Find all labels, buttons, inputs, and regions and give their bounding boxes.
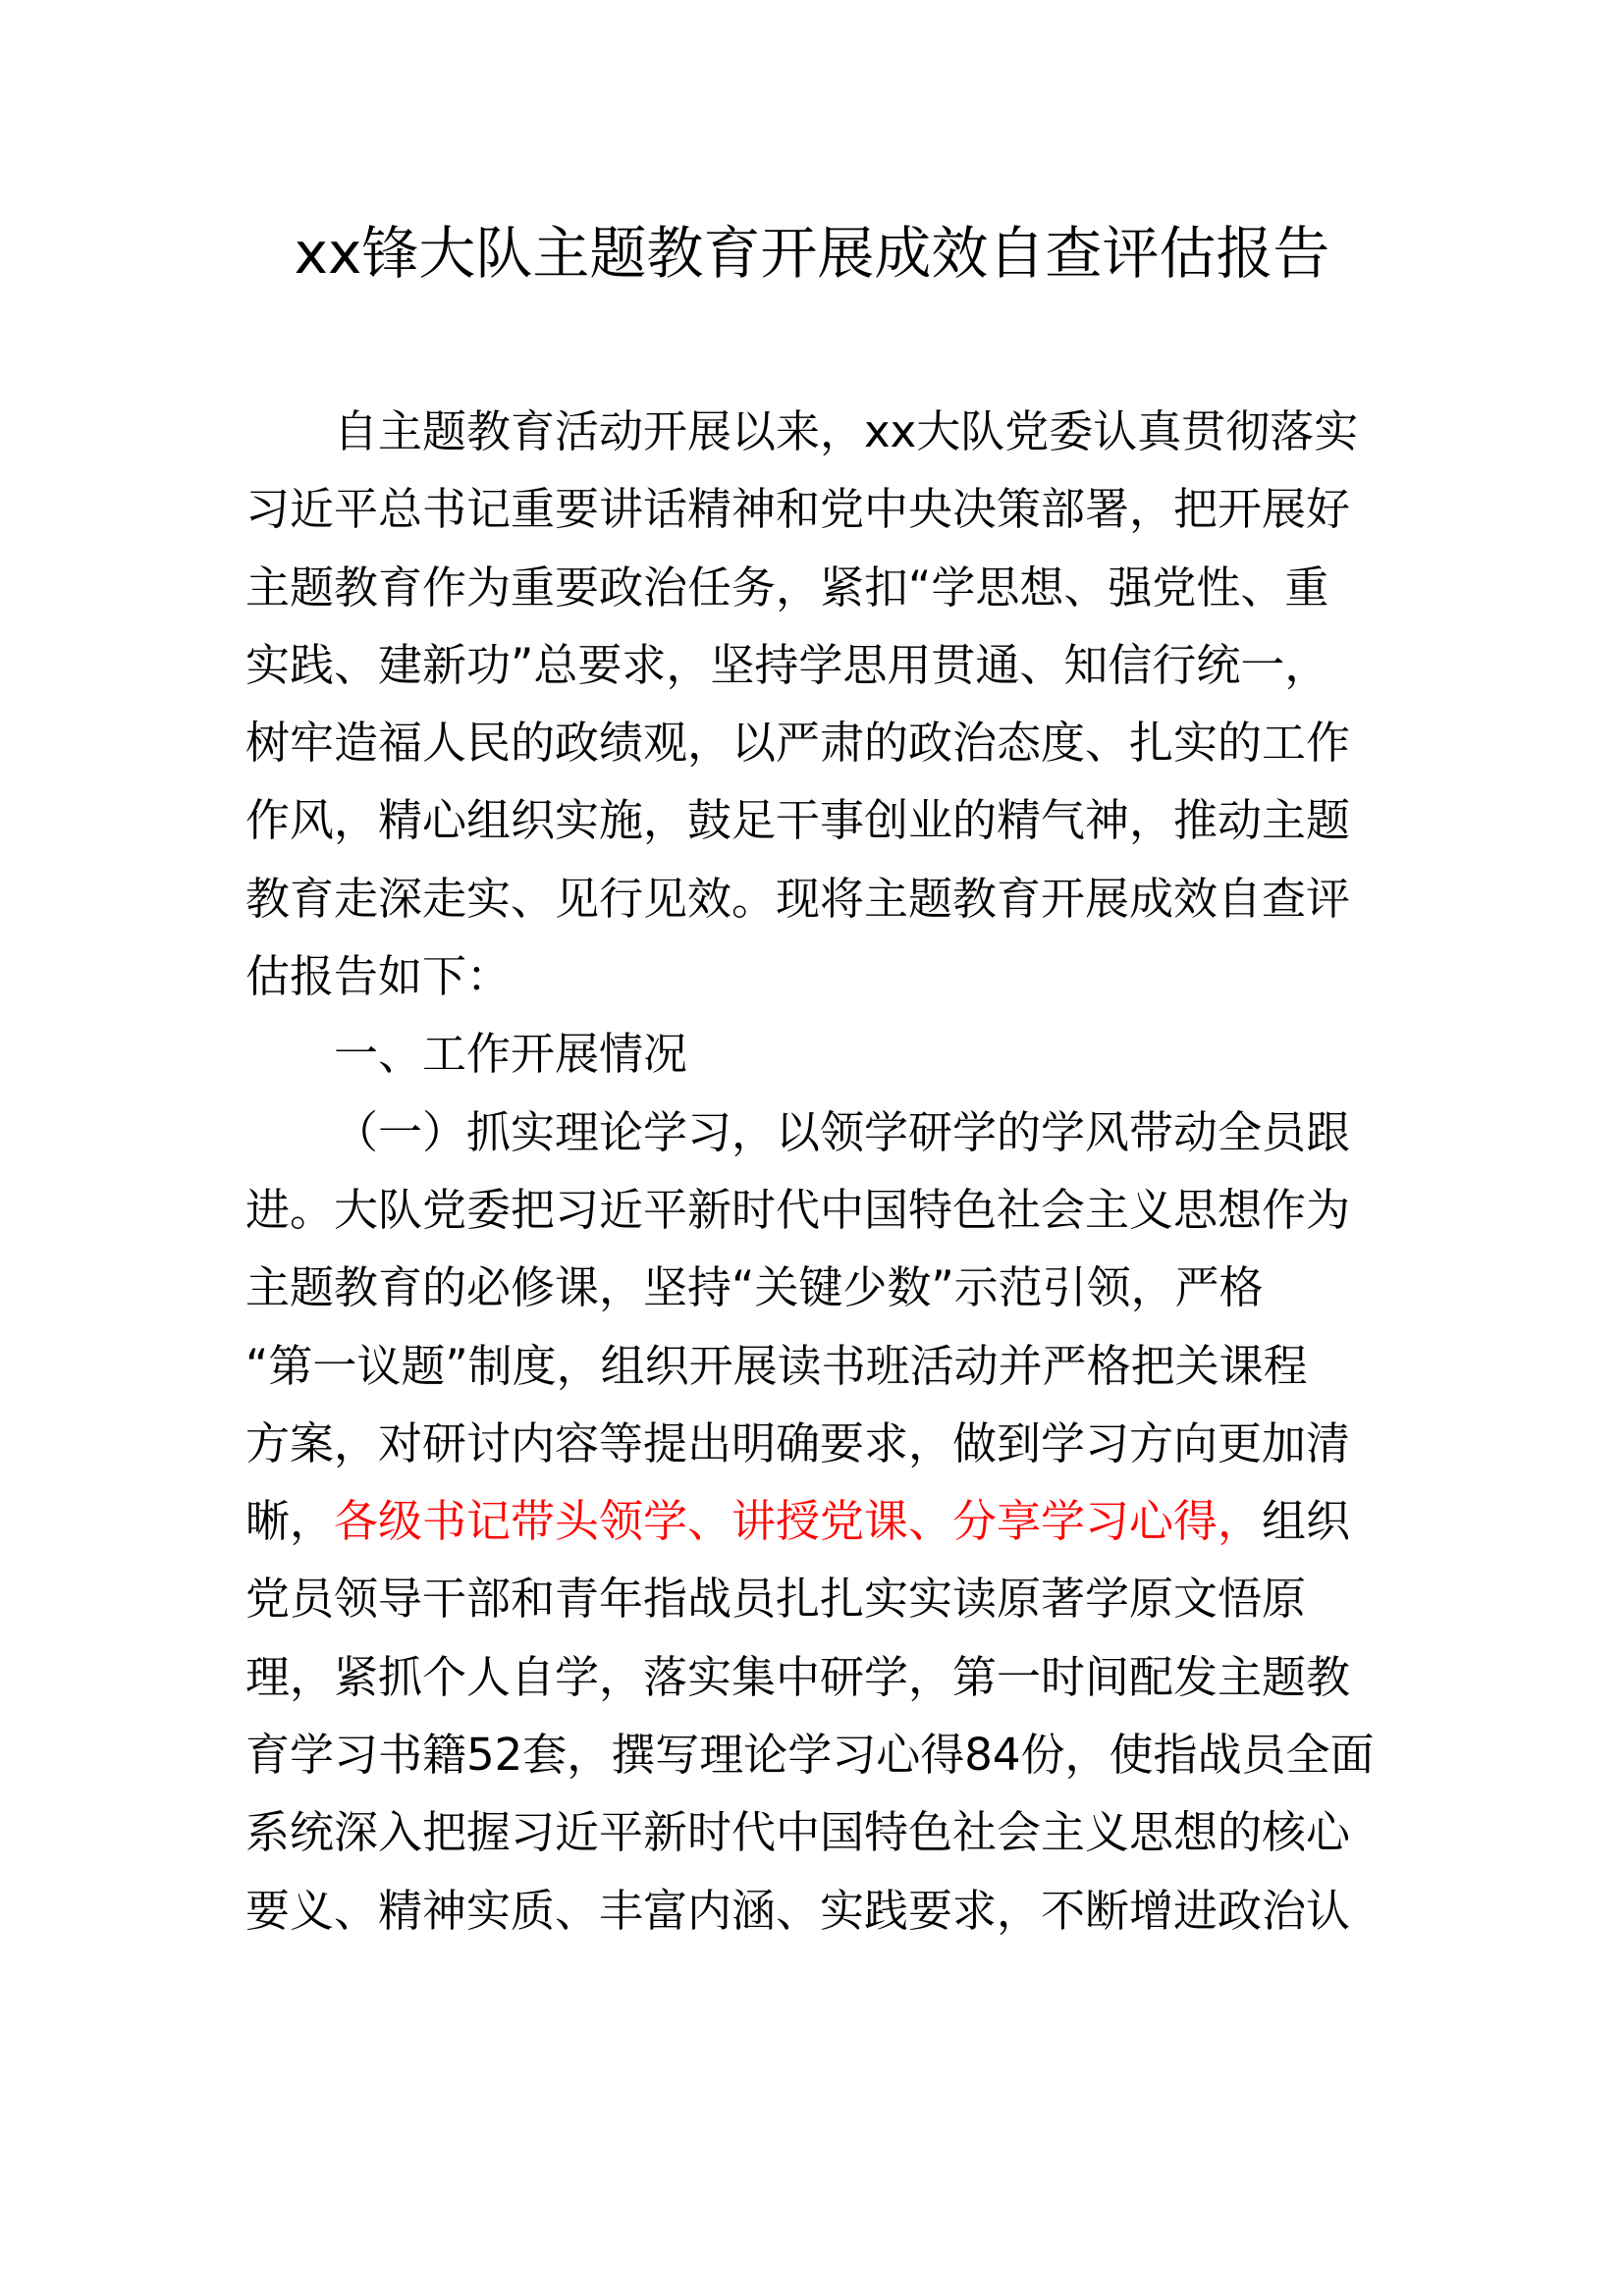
highlighted-text: 各级书记带头领学、讲授党课、分享学习心得， — [334, 1495, 1263, 1548]
paragraph-line: 教育走深走实、见行见效。现将主题教育开展成效自查评 — [245, 872, 1351, 925]
paragraph-line: 党员领导干部和青年指战员扎扎实实读原著学原文悟原 — [245, 1573, 1307, 1626]
paragraph-text: 组织 — [1262, 1495, 1351, 1548]
section-heading: 一、工作开展情况 — [334, 1028, 688, 1081]
paragraph-line: 习近平总书记重要讲话精神和党中央决策部署，把开展好 — [245, 483, 1351, 536]
paragraph-line: 主题教育的必修课，坚持“关键少数”示范引领，严格 — [245, 1261, 1264, 1314]
paragraph-text: 晰， — [245, 1495, 335, 1548]
paragraph-line: “第一议题”制度，组织开展读书班活动并严格把关课程 — [245, 1339, 1308, 1392]
paragraph-line: 自主题教育活动开展以来，xx大队党委认真贯彻落实 — [334, 405, 1359, 457]
paragraph-line: 进。大队党委把习近平新时代中国特色社会主义思想作为 — [245, 1183, 1351, 1236]
paragraph-line: 要义、精神实质、丰富内涵、实践要求，不断增进政治认 — [245, 1884, 1351, 1937]
paragraph-line: 方案，对研讨内容等提出明确要求，做到学习方向更加清 — [245, 1416, 1351, 1469]
subsection-heading-line: （一）抓实理论学习，以领学研学的学风带动全员跟 — [334, 1105, 1351, 1158]
paragraph-line: 主题教育作为重要政治任务，紧扣“学思想、强党性、重 — [245, 561, 1329, 614]
paragraph-line: 作风，精心组织实施，鼓足干事创业的精气神，推动主题 — [245, 794, 1351, 847]
document-title: xx锋大队主题教育开展成效自查评估报告 — [294, 220, 1330, 287]
paragraph-line-with-highlight — [245, 1482, 1384, 1560]
paragraph-line: 估报告如下： — [245, 950, 512, 1003]
paragraph-line: 树牢造福人民的政绩观，以严肃的政治态度、扎实的工作 — [245, 717, 1351, 770]
paragraph-line: 系统深入把握习近平新时代中国特色社会主义思想的核心 — [245, 1806, 1351, 1859]
paragraph-line: 实践、建新功”总要求，坚持学思用贯通、知信行统一， — [245, 638, 1329, 691]
paragraph-line: 理，紧抓个人自学，落实集中研学，第一时间配发主题教 — [245, 1650, 1351, 1703]
paragraph-line: 育学习书籍52套，撰写理论学习心得84份，使指战员全面 — [245, 1729, 1375, 1782]
document-body — [245, 393, 1384, 1949]
